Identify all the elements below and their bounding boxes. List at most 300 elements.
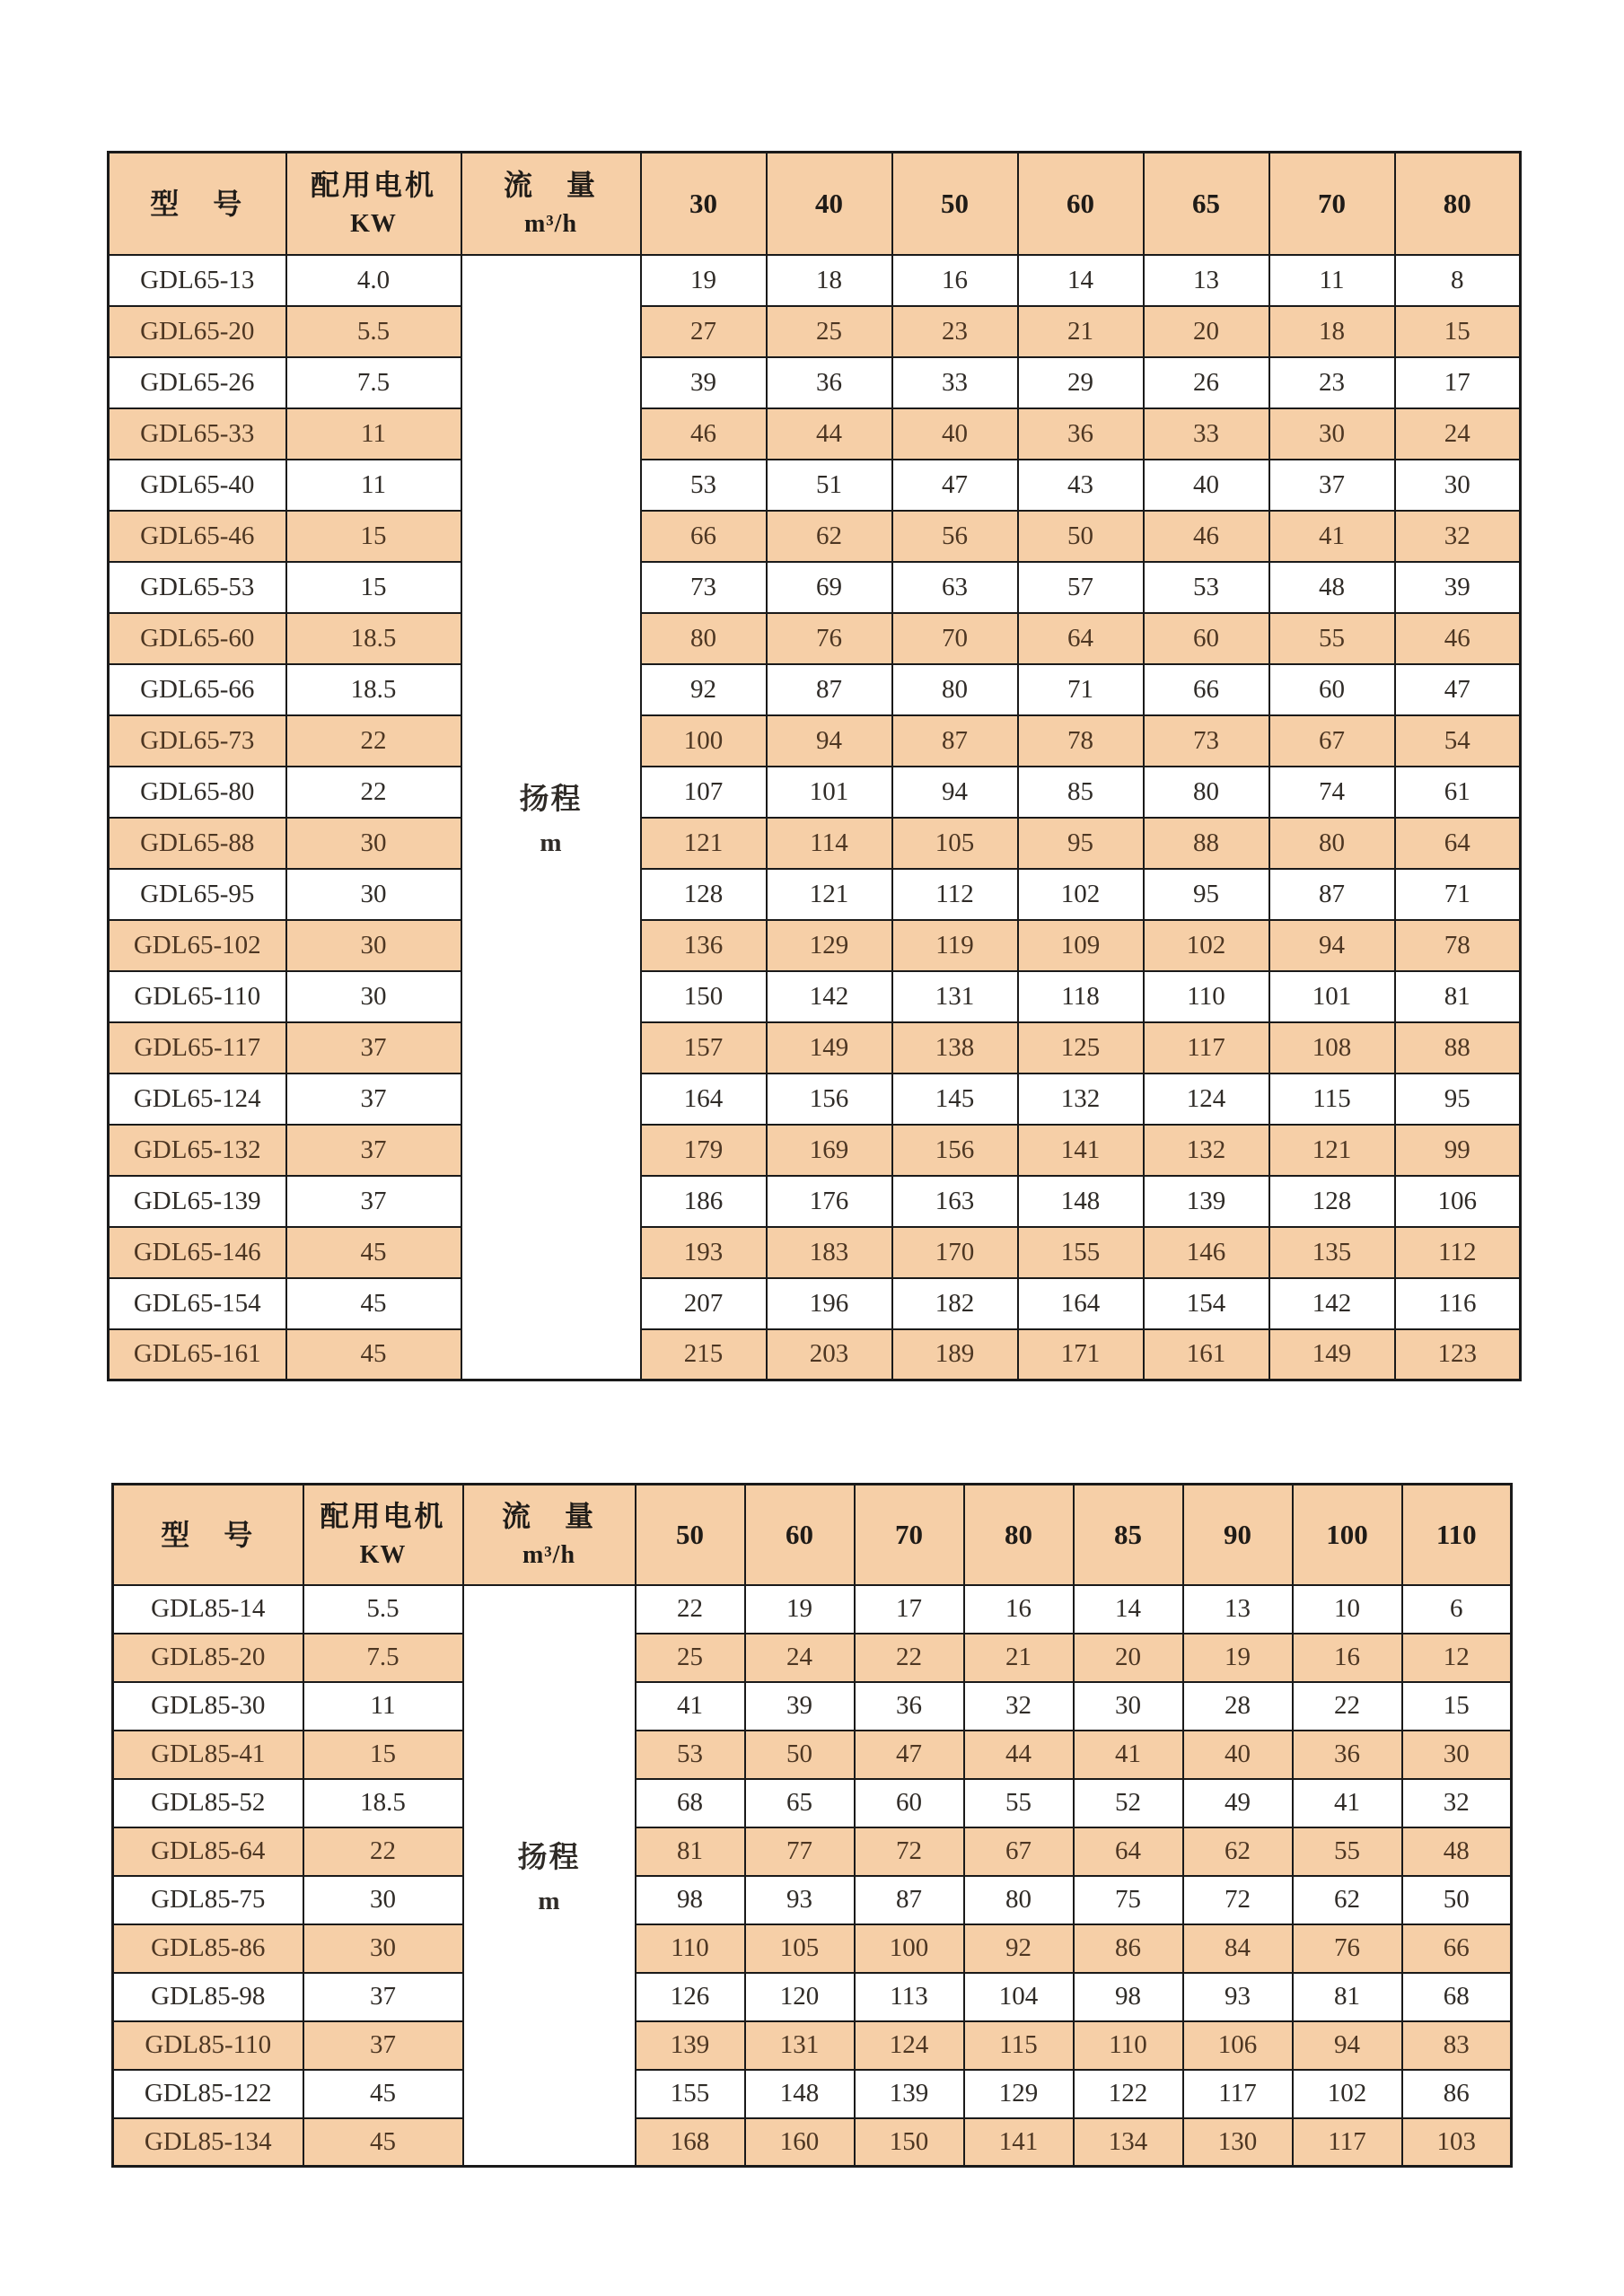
head-value-cell: 110 bbox=[1144, 971, 1269, 1022]
model-cell: GDL65-46 bbox=[109, 511, 286, 562]
table-row bbox=[109, 818, 1521, 869]
head-value-cell: 102 bbox=[1293, 2070, 1402, 2118]
head-value-cell: 47 bbox=[1395, 664, 1521, 715]
head-value-cell: 115 bbox=[1269, 1074, 1395, 1125]
head-value-cell: 28 bbox=[1183, 1682, 1293, 1731]
table-header bbox=[113, 1485, 1512, 1585]
head-value-cell: 117 bbox=[1183, 2070, 1293, 2118]
head-value-cell: 107 bbox=[641, 767, 767, 818]
head-value-cell: 15 bbox=[1395, 306, 1521, 357]
head-value-cell: 193 bbox=[641, 1227, 767, 1278]
head-value-cell: 20 bbox=[1144, 306, 1269, 357]
head-value-cell: 6 bbox=[1402, 1585, 1512, 1634]
table-row bbox=[109, 869, 1521, 920]
head-value-cell: 138 bbox=[892, 1022, 1018, 1074]
head-value-cell: 65 bbox=[745, 1779, 855, 1827]
model-cell: GDL65-102 bbox=[109, 920, 286, 971]
table-row bbox=[109, 511, 1521, 562]
model-cell: GDL65-95 bbox=[109, 869, 286, 920]
head-value-cell: 70 bbox=[892, 613, 1018, 664]
head-value-cell: 13 bbox=[1144, 255, 1269, 306]
model-cell: GDL65-88 bbox=[109, 818, 286, 869]
flow-header-unit: m³/h bbox=[522, 1541, 576, 1570]
motor-kw-cell: 22 bbox=[286, 715, 461, 767]
head-value-cell: 92 bbox=[964, 1924, 1074, 1973]
head-value-cell: 116 bbox=[1395, 1278, 1521, 1329]
head-value-cell: 179 bbox=[641, 1125, 767, 1176]
table-row bbox=[109, 767, 1521, 818]
head-value-cell: 19 bbox=[641, 255, 767, 306]
head-value-cell: 156 bbox=[767, 1074, 892, 1125]
head-value-cell: 16 bbox=[964, 1585, 1074, 1634]
head-value-cell: 101 bbox=[1269, 971, 1395, 1022]
motor-kw-cell: 18.5 bbox=[303, 1779, 463, 1827]
table-body bbox=[109, 255, 1521, 1380]
motor-header-unit: KW bbox=[359, 1541, 407, 1570]
head-value-cell: 75 bbox=[1074, 1876, 1183, 1924]
header-row bbox=[113, 1485, 1512, 1585]
model-cell: GDL85-20 bbox=[113, 1634, 303, 1682]
head-value-cell: 141 bbox=[1018, 1125, 1144, 1176]
motor-power-column-header bbox=[286, 153, 461, 255]
head-value-cell: 60 bbox=[855, 1779, 964, 1827]
head-value-cell: 20 bbox=[1074, 1634, 1183, 1682]
head-label: 扬程 bbox=[517, 1842, 581, 1875]
table-row bbox=[109, 357, 1521, 408]
head-value-cell: 186 bbox=[641, 1176, 767, 1227]
motor-kw-cell: 30 bbox=[286, 971, 461, 1022]
head-value-cell: 41 bbox=[636, 1682, 745, 1731]
table-row bbox=[109, 460, 1521, 511]
table-row bbox=[113, 1973, 1512, 2021]
head-value-cell: 16 bbox=[1293, 1634, 1402, 1682]
head-value-cell: 32 bbox=[1402, 1779, 1512, 1827]
head-value-cell: 30 bbox=[1402, 1731, 1512, 1779]
table-row bbox=[113, 1827, 1512, 1876]
flow-rate-header-cell: 70 bbox=[1269, 153, 1395, 255]
head-value-cell: 112 bbox=[892, 869, 1018, 920]
head-value-cell: 25 bbox=[636, 1634, 745, 1682]
head-value-cell: 64 bbox=[1018, 613, 1144, 664]
motor-kw-cell: 5.5 bbox=[303, 1585, 463, 1634]
head-value-cell: 57 bbox=[1018, 562, 1144, 613]
head-value-cell: 40 bbox=[1183, 1731, 1293, 1779]
head-value-cell: 119 bbox=[892, 920, 1018, 971]
head-value-cell: 52 bbox=[1074, 1779, 1183, 1827]
table-row bbox=[113, 1924, 1512, 1973]
head-value-cell: 149 bbox=[1269, 1329, 1395, 1380]
model-cell: GDL65-132 bbox=[109, 1125, 286, 1176]
head-value-cell: 80 bbox=[1269, 818, 1395, 869]
head-value-cell: 76 bbox=[767, 613, 892, 664]
head-value-cell: 48 bbox=[1269, 562, 1395, 613]
head-value-cell: 215 bbox=[641, 1329, 767, 1380]
head-value-cell: 132 bbox=[1018, 1074, 1144, 1125]
head-value-cell: 150 bbox=[641, 971, 767, 1022]
model-cell: GDL65-66 bbox=[109, 664, 286, 715]
head-value-cell: 21 bbox=[1018, 306, 1144, 357]
head-value-cell: 24 bbox=[1395, 408, 1521, 460]
table-row bbox=[109, 920, 1521, 971]
model-cell: GDL85-122 bbox=[113, 2070, 303, 2118]
head-value-cell: 13 bbox=[1183, 1585, 1293, 1634]
head-value-cell: 160 bbox=[745, 2118, 855, 2167]
flow-column-header bbox=[463, 1485, 636, 1585]
head-value-cell: 87 bbox=[767, 664, 892, 715]
head-value-cell: 142 bbox=[1269, 1278, 1395, 1329]
head-merged-cell bbox=[461, 255, 641, 1380]
motor-kw-cell: 45 bbox=[286, 1227, 461, 1278]
model-cell: GDL85-52 bbox=[113, 1779, 303, 1827]
table-body bbox=[113, 1585, 1512, 2167]
model-column-header bbox=[109, 153, 286, 255]
head-value-cell: 183 bbox=[767, 1227, 892, 1278]
head-value-cell: 110 bbox=[1074, 2021, 1183, 2070]
head-value-cell: 95 bbox=[1144, 869, 1269, 920]
head-value-cell: 108 bbox=[1269, 1022, 1395, 1074]
head-value-cell: 115 bbox=[964, 2021, 1074, 2070]
head-value-cell: 15 bbox=[1402, 1682, 1512, 1731]
header-row bbox=[109, 153, 1521, 255]
head-value-cell: 39 bbox=[1395, 562, 1521, 613]
head-value-cell: 94 bbox=[1293, 2021, 1402, 2070]
table-row bbox=[113, 1779, 1512, 1827]
head-value-cell: 49 bbox=[1183, 1779, 1293, 1827]
table-row bbox=[109, 1022, 1521, 1074]
head-value-cell: 61 bbox=[1395, 767, 1521, 818]
motor-kw-cell: 15 bbox=[286, 511, 461, 562]
head-value-cell: 164 bbox=[1018, 1278, 1144, 1329]
head-value-cell: 157 bbox=[641, 1022, 767, 1074]
pump-table-gdl85 bbox=[111, 1483, 1513, 2168]
head-value-cell: 121 bbox=[1269, 1125, 1395, 1176]
flow-rate-header-cell: 50 bbox=[892, 153, 1018, 255]
motor-kw-cell: 4.0 bbox=[286, 255, 461, 306]
head-value-cell: 17 bbox=[1395, 357, 1521, 408]
head-value-cell: 114 bbox=[767, 818, 892, 869]
head-value-cell: 47 bbox=[892, 460, 1018, 511]
motor-kw-cell: 18.5 bbox=[286, 664, 461, 715]
flow-rate-header-cell: 85 bbox=[1074, 1485, 1183, 1585]
head-value-cell: 8 bbox=[1395, 255, 1521, 306]
head-value-cell: 41 bbox=[1074, 1731, 1183, 1779]
head-value-cell: 163 bbox=[892, 1176, 1018, 1227]
head-value-cell: 43 bbox=[1018, 460, 1144, 511]
motor-kw-cell: 30 bbox=[286, 920, 461, 971]
table-row bbox=[109, 715, 1521, 767]
head-value-cell: 169 bbox=[767, 1125, 892, 1176]
head-value-cell: 24 bbox=[745, 1634, 855, 1682]
head-value-cell: 22 bbox=[855, 1634, 964, 1682]
flow-header-label: 流 量 bbox=[503, 169, 598, 202]
head-value-cell: 68 bbox=[636, 1779, 745, 1827]
head-value-cell: 120 bbox=[745, 1973, 855, 2021]
head-value-cell: 170 bbox=[892, 1227, 1018, 1278]
model-cell: GDL85-75 bbox=[113, 1876, 303, 1924]
motor-header-label: 配用电机 bbox=[310, 169, 436, 202]
table-row bbox=[109, 562, 1521, 613]
head-value-cell: 142 bbox=[767, 971, 892, 1022]
head-value-cell: 139 bbox=[1144, 1176, 1269, 1227]
motor-kw-cell: 7.5 bbox=[286, 357, 461, 408]
head-value-cell: 36 bbox=[767, 357, 892, 408]
head-value-cell: 88 bbox=[1395, 1022, 1521, 1074]
head-value-cell: 92 bbox=[641, 664, 767, 715]
head-label: 扬程 bbox=[519, 784, 583, 817]
head-value-cell: 84 bbox=[1183, 1924, 1293, 1973]
head-value-cell: 94 bbox=[1269, 920, 1395, 971]
head-value-cell: 71 bbox=[1395, 869, 1521, 920]
motor-header-label: 配用电机 bbox=[320, 1500, 446, 1533]
head-value-cell: 83 bbox=[1402, 2021, 1512, 2070]
flow-rate-header-cell: 110 bbox=[1402, 1485, 1512, 1585]
head-value-cell: 64 bbox=[1074, 1827, 1183, 1876]
head-value-cell: 78 bbox=[1018, 715, 1144, 767]
head-value-cell: 100 bbox=[641, 715, 767, 767]
flow-rate-header-cell: 60 bbox=[745, 1485, 855, 1585]
head-value-cell: 12 bbox=[1402, 1634, 1512, 1682]
head-value-cell: 73 bbox=[641, 562, 767, 613]
head-value-cell: 11 bbox=[1269, 255, 1395, 306]
model-cell: GDL65-117 bbox=[109, 1022, 286, 1074]
model-header-label: 型 号 bbox=[150, 187, 245, 220]
head-value-cell: 69 bbox=[767, 562, 892, 613]
model-cell: GDL65-110 bbox=[109, 971, 286, 1022]
head-value-cell: 44 bbox=[964, 1731, 1074, 1779]
head-value-cell: 19 bbox=[745, 1585, 855, 1634]
model-cell: GDL85-134 bbox=[113, 2118, 303, 2167]
model-cell: GDL65-73 bbox=[109, 715, 286, 767]
head-value-cell: 64 bbox=[1395, 818, 1521, 869]
head-value-cell: 122 bbox=[1074, 2070, 1183, 2118]
head-value-cell: 98 bbox=[1074, 1973, 1183, 2021]
head-value-cell: 161 bbox=[1144, 1329, 1269, 1380]
table-row bbox=[109, 971, 1521, 1022]
table-row bbox=[113, 1585, 1512, 1634]
head-value-cell: 76 bbox=[1293, 1924, 1402, 1973]
head-value-cell: 98 bbox=[636, 1876, 745, 1924]
table-row bbox=[109, 1074, 1521, 1125]
table-row bbox=[109, 1329, 1521, 1380]
head-value-cell: 81 bbox=[1395, 971, 1521, 1022]
head-value-cell: 68 bbox=[1402, 1973, 1512, 2021]
head-value-cell: 94 bbox=[892, 767, 1018, 818]
table-row bbox=[109, 408, 1521, 460]
head-value-cell: 176 bbox=[767, 1176, 892, 1227]
head-value-cell: 148 bbox=[1018, 1176, 1144, 1227]
motor-kw-cell: 45 bbox=[286, 1278, 461, 1329]
head-value-cell: 118 bbox=[1018, 971, 1144, 1022]
head-value-cell: 102 bbox=[1144, 920, 1269, 971]
head-value-cell: 86 bbox=[1402, 2070, 1512, 2118]
model-cell: GDL85-110 bbox=[113, 2021, 303, 2070]
head-value-cell: 23 bbox=[892, 306, 1018, 357]
model-cell: GDL65-154 bbox=[109, 1278, 286, 1329]
head-value-cell: 27 bbox=[641, 306, 767, 357]
model-cell: GDL65-139 bbox=[109, 1176, 286, 1227]
head-value-cell: 39 bbox=[641, 357, 767, 408]
head-value-cell: 117 bbox=[1293, 2118, 1402, 2167]
head-value-cell: 101 bbox=[767, 767, 892, 818]
motor-kw-cell: 15 bbox=[286, 562, 461, 613]
head-value-cell: 72 bbox=[1183, 1876, 1293, 1924]
head-value-cell: 50 bbox=[745, 1731, 855, 1779]
head-value-cell: 80 bbox=[1144, 767, 1269, 818]
head-value-cell: 99 bbox=[1395, 1125, 1521, 1176]
head-value-cell: 37 bbox=[1269, 460, 1395, 511]
flow-rate-header-cell: 80 bbox=[1395, 153, 1521, 255]
motor-kw-cell: 22 bbox=[286, 767, 461, 818]
head-value-cell: 85 bbox=[1018, 767, 1144, 818]
head-value-cell: 155 bbox=[636, 2070, 745, 2118]
flow-header-unit: m³/h bbox=[523, 210, 578, 239]
head-value-cell: 102 bbox=[1018, 869, 1144, 920]
motor-kw-cell: 11 bbox=[286, 460, 461, 511]
head-value-cell: 66 bbox=[641, 511, 767, 562]
head-value-cell: 40 bbox=[892, 408, 1018, 460]
head-value-cell: 134 bbox=[1074, 2118, 1183, 2167]
flow-rate-header-cell: 90 bbox=[1183, 1485, 1293, 1585]
head-value-cell: 81 bbox=[636, 1827, 745, 1876]
head-value-cell: 23 bbox=[1269, 357, 1395, 408]
head-value-cell: 129 bbox=[964, 2070, 1074, 2118]
table-row bbox=[109, 255, 1521, 306]
head-value-cell: 60 bbox=[1269, 664, 1395, 715]
head-value-cell: 14 bbox=[1018, 255, 1144, 306]
head-value-cell: 124 bbox=[855, 2021, 964, 2070]
head-value-cell: 22 bbox=[636, 1585, 745, 1634]
table-row bbox=[109, 1227, 1521, 1278]
head-value-cell: 41 bbox=[1293, 1779, 1402, 1827]
model-cell: GDL65-20 bbox=[109, 306, 286, 357]
model-cell: GDL65-13 bbox=[109, 255, 286, 306]
model-cell: GDL65-40 bbox=[109, 460, 286, 511]
head-value-cell: 148 bbox=[745, 2070, 855, 2118]
model-column-header bbox=[113, 1485, 303, 1585]
head-value-cell: 95 bbox=[1018, 818, 1144, 869]
head-value-cell: 94 bbox=[767, 715, 892, 767]
head-value-cell: 14 bbox=[1074, 1585, 1183, 1634]
flow-column-header bbox=[461, 153, 641, 255]
motor-kw-cell: 37 bbox=[286, 1125, 461, 1176]
flow-rate-header-cell: 40 bbox=[767, 153, 892, 255]
head-value-cell: 41 bbox=[1269, 511, 1395, 562]
head-value-cell: 46 bbox=[1144, 511, 1269, 562]
head-value-cell: 53 bbox=[1144, 562, 1269, 613]
model-cell: GDL85-14 bbox=[113, 1585, 303, 1634]
table-row bbox=[113, 2021, 1512, 2070]
head-unit: m bbox=[540, 828, 562, 858]
head-value-cell: 87 bbox=[1269, 869, 1395, 920]
model-cell: GDL85-30 bbox=[113, 1682, 303, 1731]
model-cell: GDL65-53 bbox=[109, 562, 286, 613]
head-value-cell: 18 bbox=[1269, 306, 1395, 357]
head-value-cell: 18 bbox=[767, 255, 892, 306]
table-row bbox=[113, 1634, 1512, 1682]
head-value-cell: 112 bbox=[1395, 1227, 1521, 1278]
head-value-cell: 33 bbox=[892, 357, 1018, 408]
head-value-cell: 189 bbox=[892, 1329, 1018, 1380]
head-value-cell: 62 bbox=[767, 511, 892, 562]
head-value-cell: 139 bbox=[636, 2021, 745, 2070]
head-value-cell: 46 bbox=[641, 408, 767, 460]
head-value-cell: 22 bbox=[1293, 1682, 1402, 1731]
head-value-cell: 72 bbox=[855, 1827, 964, 1876]
head-value-cell: 113 bbox=[855, 1973, 964, 2021]
head-value-cell: 86 bbox=[1074, 1924, 1183, 1973]
head-value-cell: 16 bbox=[892, 255, 1018, 306]
head-value-cell: 130 bbox=[1183, 2118, 1293, 2167]
flow-rate-header-cell: 70 bbox=[855, 1485, 964, 1585]
head-value-cell: 25 bbox=[767, 306, 892, 357]
head-value-cell: 80 bbox=[892, 664, 1018, 715]
table-row bbox=[113, 1876, 1512, 1924]
motor-kw-cell: 45 bbox=[286, 1329, 461, 1380]
model-cell: GDL85-98 bbox=[113, 1973, 303, 2021]
motor-kw-cell: 37 bbox=[286, 1022, 461, 1074]
motor-kw-cell: 5.5 bbox=[286, 306, 461, 357]
head-value-cell: 62 bbox=[1293, 1876, 1402, 1924]
motor-kw-cell: 30 bbox=[286, 869, 461, 920]
table-row bbox=[113, 1731, 1512, 1779]
flow-rate-header-cell: 30 bbox=[641, 153, 767, 255]
flow-rate-header-cell: 60 bbox=[1018, 153, 1144, 255]
table-row bbox=[109, 1278, 1521, 1329]
head-value-cell: 164 bbox=[641, 1074, 767, 1125]
motor-kw-cell: 30 bbox=[303, 1924, 463, 1973]
head-value-cell: 121 bbox=[641, 818, 767, 869]
head-value-cell: 48 bbox=[1402, 1827, 1512, 1876]
head-value-cell: 67 bbox=[964, 1827, 1074, 1876]
model-cell: GDL85-41 bbox=[113, 1731, 303, 1779]
head-value-cell: 156 bbox=[892, 1125, 1018, 1176]
head-value-cell: 131 bbox=[745, 2021, 855, 2070]
model-cell: GDL65-124 bbox=[109, 1074, 286, 1125]
head-value-cell: 125 bbox=[1018, 1022, 1144, 1074]
head-value-cell: 55 bbox=[1293, 1827, 1402, 1876]
head-value-cell: 73 bbox=[1144, 715, 1269, 767]
model-cell: GDL85-64 bbox=[113, 1827, 303, 1876]
head-value-cell: 80 bbox=[641, 613, 767, 664]
head-value-cell: 50 bbox=[1402, 1876, 1512, 1924]
head-value-cell: 30 bbox=[1074, 1682, 1183, 1731]
head-value-cell: 182 bbox=[892, 1278, 1018, 1329]
head-value-cell: 87 bbox=[892, 715, 1018, 767]
motor-kw-cell: 37 bbox=[286, 1074, 461, 1125]
flow-header-label: 流 量 bbox=[501, 1500, 596, 1533]
head-value-cell: 154 bbox=[1144, 1278, 1269, 1329]
head-value-cell: 93 bbox=[745, 1876, 855, 1924]
head-value-cell: 66 bbox=[1144, 664, 1269, 715]
motor-kw-cell: 22 bbox=[303, 1827, 463, 1876]
motor-header-unit: KW bbox=[350, 210, 397, 239]
head-value-cell: 171 bbox=[1018, 1329, 1144, 1380]
head-value-cell: 78 bbox=[1395, 920, 1521, 971]
model-cell: GDL65-26 bbox=[109, 357, 286, 408]
head-value-cell: 67 bbox=[1269, 715, 1395, 767]
head-value-cell: 149 bbox=[767, 1022, 892, 1074]
table-row bbox=[109, 613, 1521, 664]
flow-rate-header-cell: 65 bbox=[1144, 153, 1269, 255]
table-row bbox=[113, 1682, 1512, 1731]
head-value-cell: 51 bbox=[767, 460, 892, 511]
head-unit: m bbox=[538, 1887, 560, 1916]
motor-kw-cell: 37 bbox=[303, 2021, 463, 2070]
head-value-cell: 106 bbox=[1395, 1176, 1521, 1227]
head-value-cell: 30 bbox=[1395, 460, 1521, 511]
head-value-cell: 32 bbox=[964, 1682, 1074, 1731]
head-value-cell: 53 bbox=[641, 460, 767, 511]
